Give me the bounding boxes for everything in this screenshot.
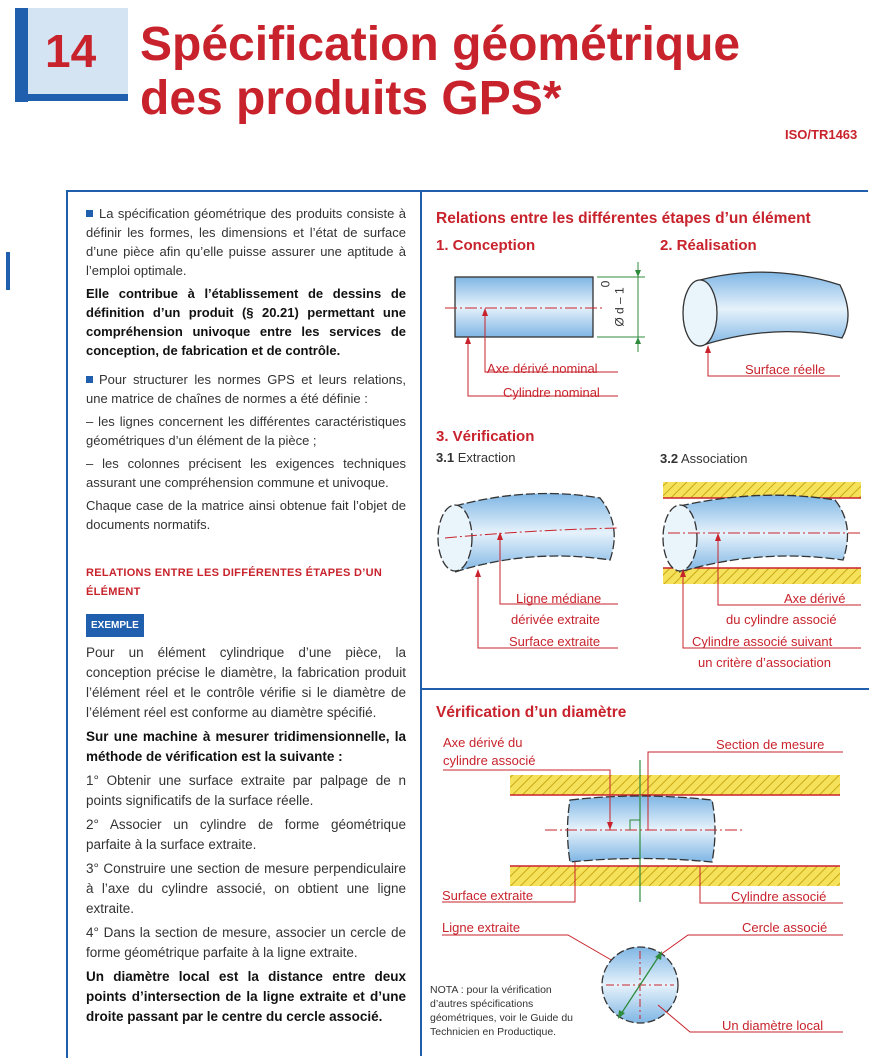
gps-lines-item: – les lignes concernent les différentes caractéristiques géométriques d’un élément de la pièce ; — [86, 414, 406, 448]
diametre-title: Vérification d’un diamètre — [436, 704, 627, 721]
verification-heading: 3. Vérification — [436, 428, 535, 445]
label-surface-extraite-2: Surface extraite — [442, 888, 534, 903]
label-surface-extraite: Surface extraite — [509, 634, 601, 649]
step-2: 2° Associer un cylindre de forme géométrique parfaite à la surface extraite. — [86, 817, 406, 852]
example-paragraph: Pour un élément cylindrique d’une pièce, la conception précise le diamètre, la fabrication produit l’élément réel et le contrôle vérifie si le diamètre de l’élément réel est conforme au diamètre spécifié. — [86, 645, 406, 720]
matrix-paragraph: Chaque case de la matrice ainsi obtenue fait l’objet de documents normatifs. — [86, 498, 406, 532]
gps-paragraph: Pour structurer les normes GPS et leurs relations, une matrice de chaînes de normes a été définie : — [86, 372, 406, 406]
label-axe-derive-2: du cylindre associé — [726, 612, 837, 627]
label-cylindre-associe-1: Cylindre associé suivant — [692, 634, 833, 649]
diameter-verification-diagram — [442, 752, 843, 1032]
conception-heading: 1. Conception — [436, 237, 536, 254]
extraction-heading: 3.1 Extraction — [436, 450, 516, 465]
realisation-heading: 2. Réalisation — [660, 237, 757, 254]
label-axe-derive-1: Axe dérivé — [784, 591, 846, 606]
extracted-surface — [438, 494, 618, 649]
label-section-mesure: Section de mesure — [716, 737, 825, 752]
intro-paragraph: La spécification géométrique des produits consiste à définir les formes, les dimensions et l’état de surface d’une pièce afin qu’elle puisse assurer une aptitude à l’emploi optimale. — [86, 206, 406, 278]
label-cylindre-associe-2b: Cylindre associé — [731, 889, 827, 904]
page-title-line2: des produits GPS* — [140, 72, 562, 125]
method-heading: Sur une machine à mesurer tridimensionnelle, la méthode de vérification est la suivante : — [86, 729, 406, 764]
nota-text: NOTA : pour la vérification d’autres spécifications géométriques, voir le Guide du Technicien en Productique. — [430, 984, 573, 1038]
tolerance-lower: Ø d – 1 — [612, 287, 627, 327]
label-cylindre-associe-2: un critère d’association — [698, 655, 831, 670]
step-3: 3° Construire une section de mesure perpendiculaire à l’axe du cylindre associé, on obtient une ligne extraite. — [86, 861, 406, 916]
label-axe-nominal: Axe dérivé nominal — [487, 361, 598, 376]
tolerance-upper: 0 — [598, 280, 613, 288]
chapter-number: 14 — [45, 25, 97, 77]
page-title-line1: Spécification géométrique — [140, 18, 741, 71]
step-1: 1° Obtenir une surface extraite par palpage de n points significatifs de la surface réelle. — [86, 773, 406, 808]
relations-heading: RELATIONS ENTRE LES DIFFÉRENTES ÉTAPES D’UN ÉLÉMENT — [86, 567, 383, 598]
label-diametre-local: Un diamètre local — [722, 1018, 824, 1033]
associated-cylinder — [663, 482, 861, 648]
real-surface — [683, 272, 848, 376]
local-diameter-definition: Un diamètre local est la distance entre deux points d’intersection de la ligne extraite et d’une droite passant par le centre du cercle associé. — [86, 969, 406, 1024]
label-ligne-mediane-1: Ligne médiane — [516, 591, 602, 606]
relations-title: Relations entre les différentes étapes d’un élément — [436, 210, 811, 227]
association-heading: 3.2 Association — [660, 451, 748, 466]
label-axe-derive-du: Axe dérivé du — [443, 735, 523, 750]
label-surface-reelle: Surface réelle — [745, 362, 826, 377]
label-cylindre-associe: cylindre associé — [443, 753, 536, 768]
label-cercle-associe: Cercle associé — [742, 920, 828, 935]
intro-bold-paragraph: Elle contribue à l’établissement de dessins de définition d’un produit (§ 20.21) permettant une compréhension univoque entre les services de conception, de fabrication et de contrôle. — [86, 286, 406, 358]
iso-reference: ISO/TR1463 — [785, 127, 858, 142]
label-ligne-mediane-2: dérivée extraite — [511, 612, 600, 627]
label-ligne-extraite: Ligne extraite — [442, 920, 521, 935]
nominal-cylinder — [445, 262, 645, 396]
gps-columns-item: – les colonnes précisent les exigences techniques assurant une compréhension commune et univoque. — [86, 456, 406, 490]
exemple-badge: EXEMPLE — [86, 614, 144, 637]
step-4: 4° Dans la section de mesure, associer un cercle de forme géométrique parfaite à la ligne extraite. — [86, 925, 406, 960]
label-cylindre-nominal: Cylindre nominal — [503, 385, 600, 400]
